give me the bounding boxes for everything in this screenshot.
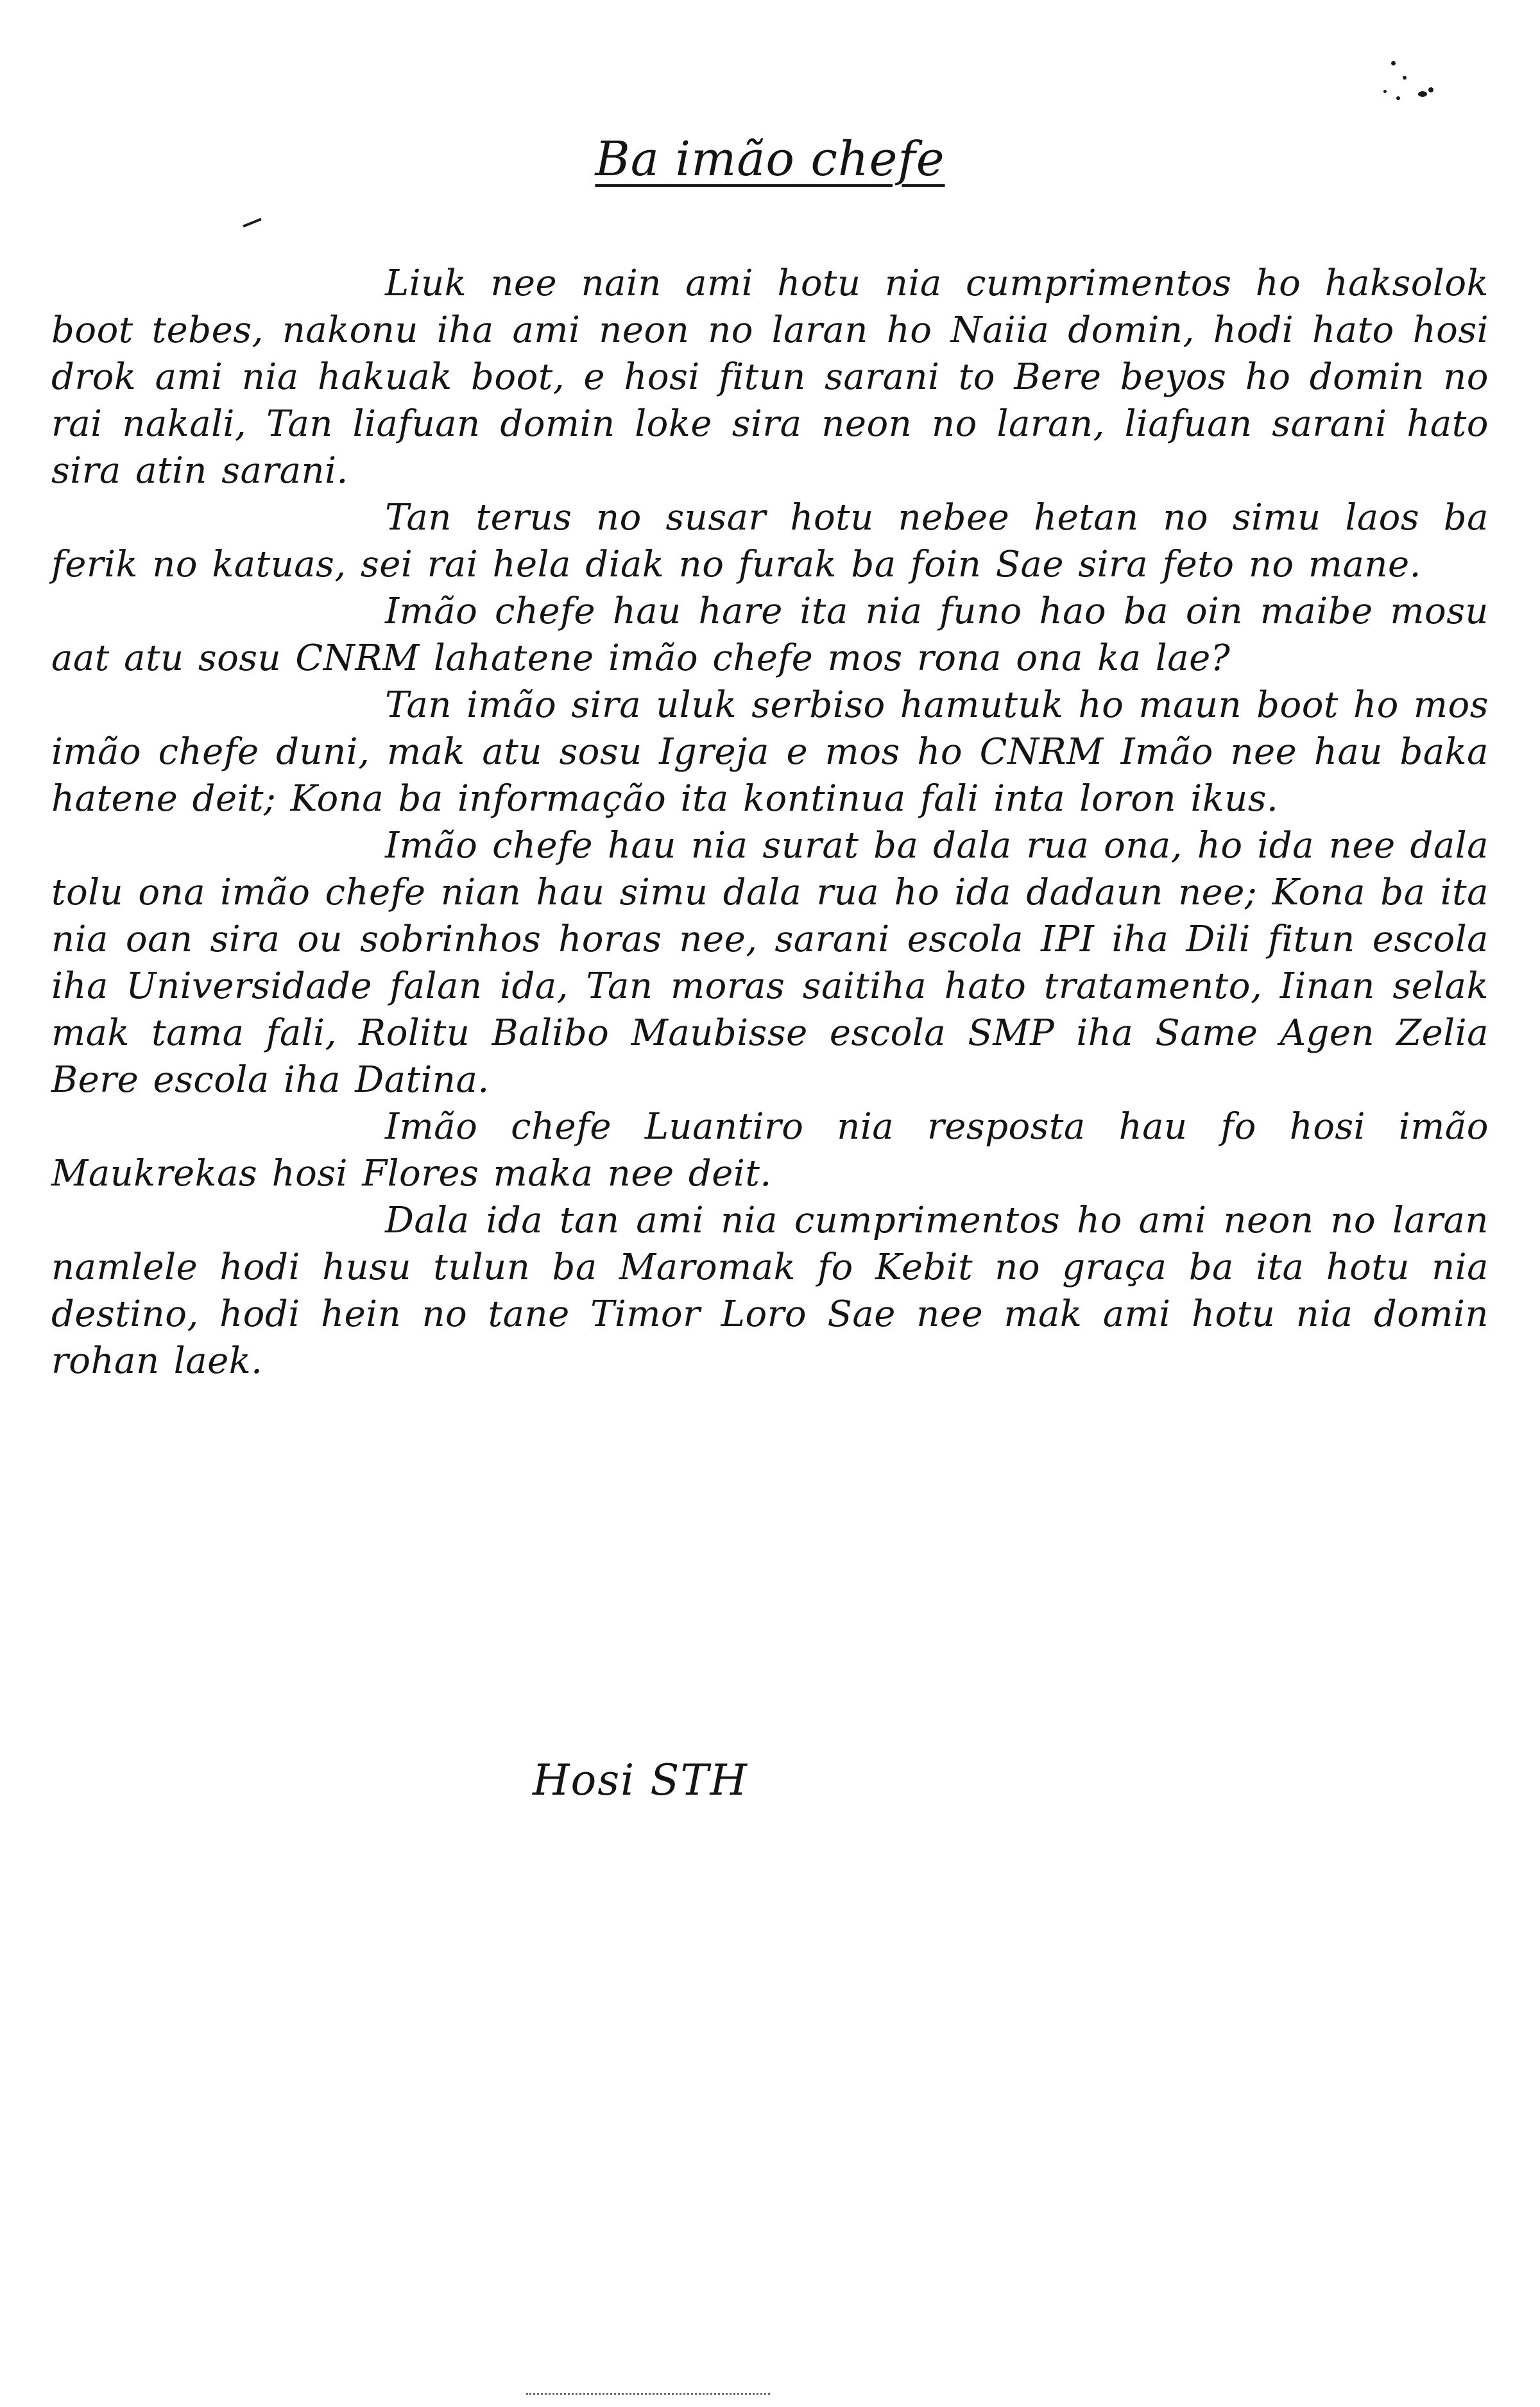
ink-speck (1383, 90, 1387, 93)
ink-speck (1428, 87, 1433, 92)
signature: Hosi STH (533, 1756, 749, 1805)
paragraph-service: Tan imão sira uluk serbiso hamutuk ho maun boot ho mos imão chefe duni, mak atu sosu Igreja e mos ho CNRM Imão nee hau baka hatene deit; Kona ba informação ita kontinua fali inta loron ikus. (51, 684, 1489, 820)
paragraph-response: Imão chefe Luantiro nia resposta hau fo hosi imão Maukrekas hosi Flores maka nee deit. (51, 1106, 1489, 1195)
paragraph-closing: Dala ida tan ami nia cumprimentos ho ami neon no laran namlele hodi husu tulun ba Maromak fo Kebit no graça ba ita hotu nia destino, hodi hein no tane Timor Loro Sae nee mak ami hotu nia domin rohan laek. (51, 1200, 1489, 1382)
ink-speck (1418, 91, 1427, 97)
paragraph-suffering: Tan terus no susar hotu nebee hetan no simu laos ba ferik no katuas, sei rai hela diak no furak ba foin Sae sira feto no mane. (51, 497, 1489, 585)
ink-speck (1396, 96, 1400, 100)
ink-speck (1391, 61, 1396, 65)
paragraph-question: Imão chefe hau hare ita nia funo hao ba oin maibe mosu aat atu sosu CNRM lahatene imão chefe mos rona ona ka lae? (51, 591, 1489, 679)
bottom-edge-marks (526, 2393, 770, 2399)
ink-speck (1403, 76, 1407, 80)
pen-mark (243, 218, 261, 228)
letter-title: Ba imão chefe (595, 132, 945, 187)
letter-body (51, 260, 1489, 1385)
paragraph-news: Imão chefe hau nia surat ba dala rua ona, ho ida nee dala tolu ona imão chefe nian hau simu dala rua ho ida dadaun nee; Kona ba ita nia oan sira ou sobrinhos horas nee, sarani escola IPI iha Dili fitun escola iha Universidade falan ida, Tan moras saitiha hato tratamento, Iinan selak mak tama fali, Rolitu Balibo Maubisse escola SMP iha Same Agen Zelia Bere escola iha Datina. (51, 825, 1489, 1101)
paragraph-greeting: Liuk nee nain ami hotu nia cumprimentos ho haksolok boot tebes, nakonu iha ami neon no laran ho Naiia domin, hodi hato hosi drok ami nia hakuak boot, e hosi fitun sarani to Bere beyos ho domin no rai nakali, Tan liafuan domin loke sira neon no laran, liafuan sarani hato sira atin sarani. (51, 263, 1489, 492)
